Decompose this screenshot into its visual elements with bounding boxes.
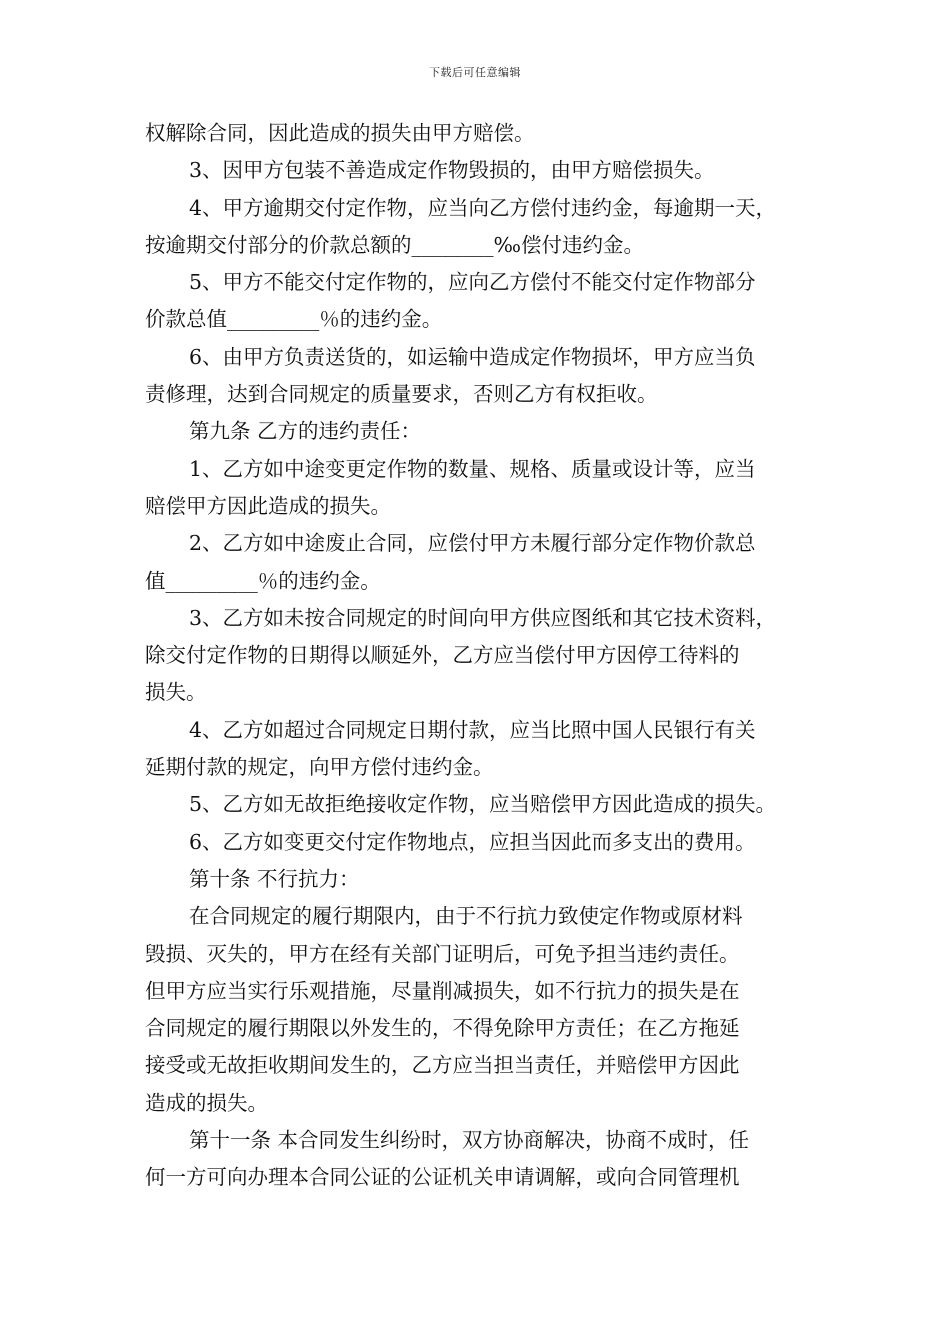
text-line: 损失。 [145,680,207,705]
section-heading: 第十一条 本合同发生纠纷时，双方协商解决，协商不成时，任 [189,1128,750,1153]
text-line: 6、由甲方负责送货的，如运输中造成定作物损坏，甲方应当负 [189,344,756,369]
text-line: 接受或无故拒收期间发生的，乙方应当担当责任，并赔偿甲方因此 [145,1053,740,1078]
section-heading: 第九条 乙方的违约责任： [189,419,422,444]
text-line: 3、因甲方包装不善造成定作物毁损的，由甲方赔偿损失。 [189,158,715,183]
text-line: 合同规定的履行期限以外发生的，不得免除甲方责任；在乙方拖延 [145,1016,740,1041]
text-line: 但甲方应当实行乐观措施，尽量削减损失，如不行抗力的损失是在 [145,978,740,1003]
page-header: 下载后可任意编辑 [429,66,521,79]
text-line: 3、乙方如未按合同规定的时间向甲方供应图纸和其它技术资料， [189,605,777,630]
text-line: 赔偿甲方因此造成的损失。 [145,493,391,518]
text-line: 价款总值_________％的违约金。 [145,307,443,332]
text-line: 毁损、灭失的，甲方在经有关部门证明后，可免予担当违约责任。 [145,941,740,966]
text-line: 1、乙方如中途变更定作物的数量、规格、质量或设计等，应当 [189,456,756,481]
text-line: 除交付定作物的日期得以顺延外，乙方应当偿付甲方因停工待料的 [145,643,740,668]
text-line: 5、乙方如无故拒绝接收定作物，应当赔偿甲方因此造成的损失。 [189,792,777,817]
text-line: 权解除合同，因此造成的损失由甲方赔偿。 [145,121,535,145]
text-line: 按逾期交付部分的价款总额的________‰偿付违约金。 [145,232,645,257]
text-line: 2、乙方如中途废止合同，应偿付甲方未履行部分定作物价款总 [189,531,756,556]
section-heading: 第十条 不行抗力： [189,866,360,891]
text-line: 4、甲方逾期交付定作物，应当向乙方偿付违约金，每逾期一天， [189,195,777,220]
document-body [145,115,815,1197]
text-line: 延期付款的规定，向甲方偿付违约金。 [145,755,494,780]
text-line: 造成的损失。 [145,1090,268,1115]
text-line: 何一方可向办理本合同公证的公证机关申请调解，或向合同管理机 [145,1165,740,1190]
text-line: 5、甲方不能交付定作物的，应向乙方偿付不能交付定作物部分 [189,270,756,295]
text-line: 在合同规定的履行期限内，由于不行抗力致使定作物或原材料 [189,904,743,929]
text-line: 6、乙方如变更交付定作物地点，应担当因此而多支出的费用。 [189,829,756,854]
text-line: 值_________％的违约金。 [145,568,381,593]
text-line: 责修理，达到合同规定的质量要求，否则乙方有权拒收。 [145,382,658,407]
text-line: 4、乙方如超过合同规定日期付款，应当比照中国人民银行有关 [189,717,756,742]
